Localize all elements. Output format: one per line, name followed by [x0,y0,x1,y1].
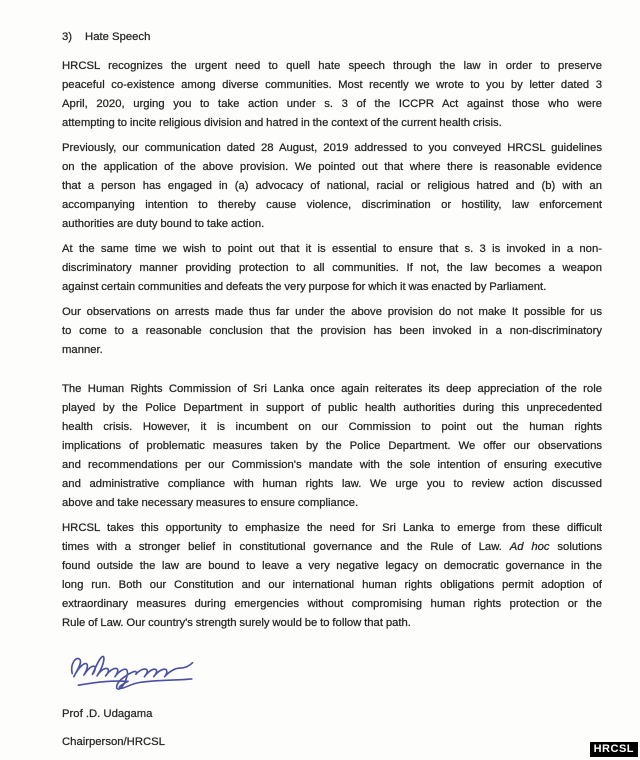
letter-content [62,28,602,752]
text-line: found outside the law are bound to leave a very negative legacy on democratic governance in the [62,560,602,572]
watermark-credit: HRCSL [590,742,638,757]
text-line: times with a stronger belief in constitutional governance and the Rule of Law. Ad hoc solutions [62,541,602,553]
text-line: The Human Rights Commission of Sri Lanka once again reiterates its deep appreciation of the role [62,383,602,395]
text-line: At the same time we wish to point out that it is essential to ensure that s. 3 is invoked in a non- [62,243,602,255]
text-line: Our observations on arrests made thus far under the above provision do not make It possible for us [62,306,602,318]
letter-body [62,57,602,633]
text-line: on the application of the above provision. We pointed out that where there is reasonable evidence [62,161,602,173]
paragraph [62,303,602,360]
section-heading [62,28,602,47]
paragraph [62,240,602,297]
text-line: attempting to incite religious division and hatred in the context of the current health crisis. [62,117,502,129]
paragraph [62,57,602,133]
text-line: long run. Both our Constitution and our international human rights obligations permit adoption of [62,579,602,591]
text-line: accompanying intention to thereby cause violence, discrimination or hostility, law enforcement [62,199,602,211]
text-line: to come to a reasonable conclusion that the provision has been invoked in a non-discriminatory [62,325,602,337]
text-line: extraordinary measures during emergencies without compromising human rights protection or the [62,598,602,610]
signature-block [66,645,602,699]
section-title: Hate Speech [85,31,151,43]
text-line: implications of problematic measures taken by the Police Department. We offer our observations [62,440,602,452]
text-line: Previously, our communication dated 28 August, 2019 addressed to you conveyed HRCSL guidelines [62,142,602,154]
text-line: peaceful co-existence among diverse communities. Most recently we wrote to you by letter dated 3 [62,79,602,91]
text-line: health crisis. However, it is incumbent on our Commission to point out the human rights [62,421,602,433]
text-line: HRCSL recognizes the urgent need to quell hate speech through the law in order to preserve [62,60,602,72]
paragraph [62,139,602,234]
signature-ink [66,645,198,699]
text-line: against certain communities and defeats the very purpose for which it was enacted by Parliament. [62,281,547,293]
text-line: and recommendations per our Commission's mandate with the sole intention of ensuring executive [62,459,602,471]
text-line: and administrative compliance with human rights law. We urge you to review action discussed [62,478,602,490]
text-line: HRCSL takes this opportunity to emphasize the need for Sri Lanka to emerge from these difficult [62,522,602,534]
text-line: discriminatory manner providing protection to all communities. If not, the law becomes a weapon [62,262,602,274]
section-number: 3) [62,31,73,43]
text-line: April, 2020, urging you to take action under s. 3 of the ICCPR Act against those who were [62,98,602,110]
paragraph [62,380,602,513]
text-line: Rule of Law. Our country's strength surely would be to follow that path. [62,617,411,629]
text-line: authorities are duty bound to take action. [62,218,265,230]
text-line: manner. [62,344,103,356]
text-line: that a person has engaged in (a) advocacy of national, racial or religious hatred and (b) with an [62,180,602,192]
signatory-name: Prof .D. Udagama [62,708,153,720]
paragraph [62,519,602,633]
text-line: played by the Police Department in support of public health authorities during this unprecedented [62,402,602,414]
text-line: above and take necessary measures to ensure compliance. [62,497,359,509]
signatory-title: Chairperson/HRCSL [62,736,165,748]
